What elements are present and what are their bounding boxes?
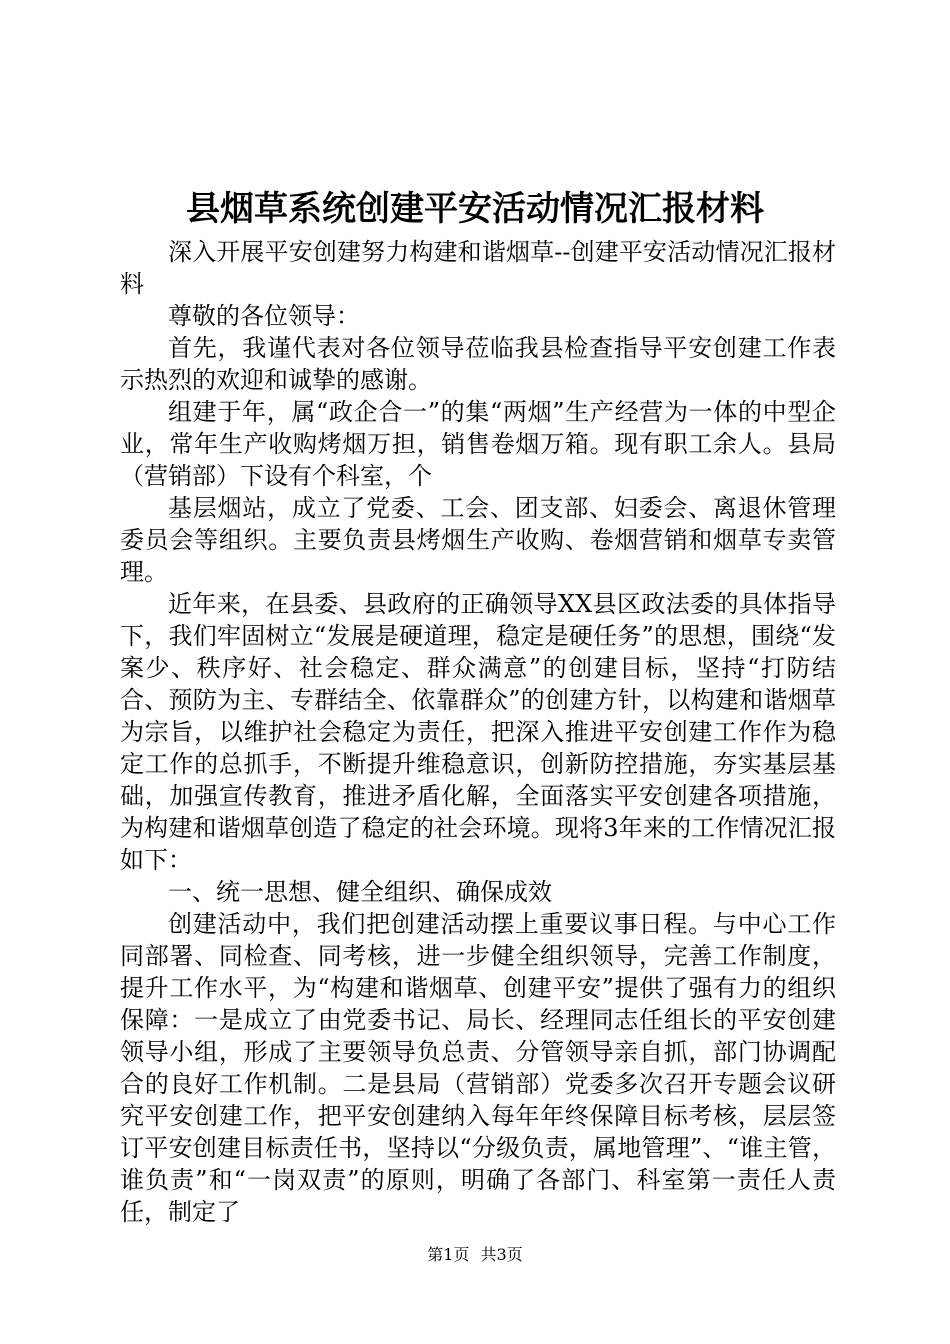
paragraph: 基层烟站，成立了党委、工会、团支部、妇委会、离退休管理委员会等组织。主要负责县烤烟生产收购、卷烟营销和烟草专卖管理。	[120, 494, 836, 586]
page-footer	[0, 1242, 950, 1265]
document-title: 县烟草系统创建平安活动情况汇报材料	[186, 189, 764, 229]
document-body	[120, 236, 836, 1228]
paragraph: 近年来，在县委、县政府的正确领导XX县区政法委的具体指导下，我们牢固树立“发展是硬道理，稳定是硬任务”的思想，围绕“发案少、秩序好、社会稳定、群众满意”的创建目标，坚持“打防结合、预防为主、专群结全、依靠群众”的创建方针，以构建和谐烟草为宗旨，以维护社会稳定为责任，把深入推进平安创建工作作为稳定工作的总抓手，不断提升维稳意识，创新防控措施，夯实基层基础，加强宣传教育，推进矛盾化解，全面落实平安创建各项措施，为构建和谐烟草创造了稳定的社会环境。现将3年来的工作情况汇报如下：	[120, 590, 836, 874]
paragraph: 首先，我谨代表对各位领导莅临我县检查指导平安创建工作表示热烈的欢迎和诚挚的感谢。	[120, 334, 836, 394]
paragraph: 组建于年，属“政企合一”的集“两烟”生产经营为一体的中型企业，常年生产收购烤烟万担，销售卷烟万箱。现有职工余人。县局（营销部）下设有个科室，个	[120, 398, 836, 490]
page-total: 共3页	[480, 1245, 523, 1264]
paragraph: 深入开展平安创建努力构建和谐烟草--创建平安活动情况汇报材料	[120, 238, 836, 298]
paragraph: 尊敬的各位领导：	[168, 302, 360, 330]
page-number: 第1页	[427, 1245, 470, 1264]
paragraph: 创建活动中，我们把创建活动摆上重要议事日程。与中心工作同部署、同检查、同考核，进一步健全组织领导，完善工作制度，提升工作水平，为“构建和谐烟草、创建平安”提供了强有力的组织保障：一是成立了由党委书记、局长、经理同志任组长的平安创建领导小组，形成了主要领导负总责、分管领导亲自抓，部门协调配合的良好工作机制。二是县局（营销部）党委多次召开专题会议研究平安创建工作，把平安创建纳入每年年终保障目标考核，层层签订平安创建目标责任书，坚持以“分级负责，属地管理”、“谁主管，谁负责”和“一岗双责”的原则，明确了各部门、科室第一责任人责任，制定了	[120, 910, 836, 1226]
section-heading: 一、统一思想、健全组织、确保成效	[168, 878, 552, 906]
